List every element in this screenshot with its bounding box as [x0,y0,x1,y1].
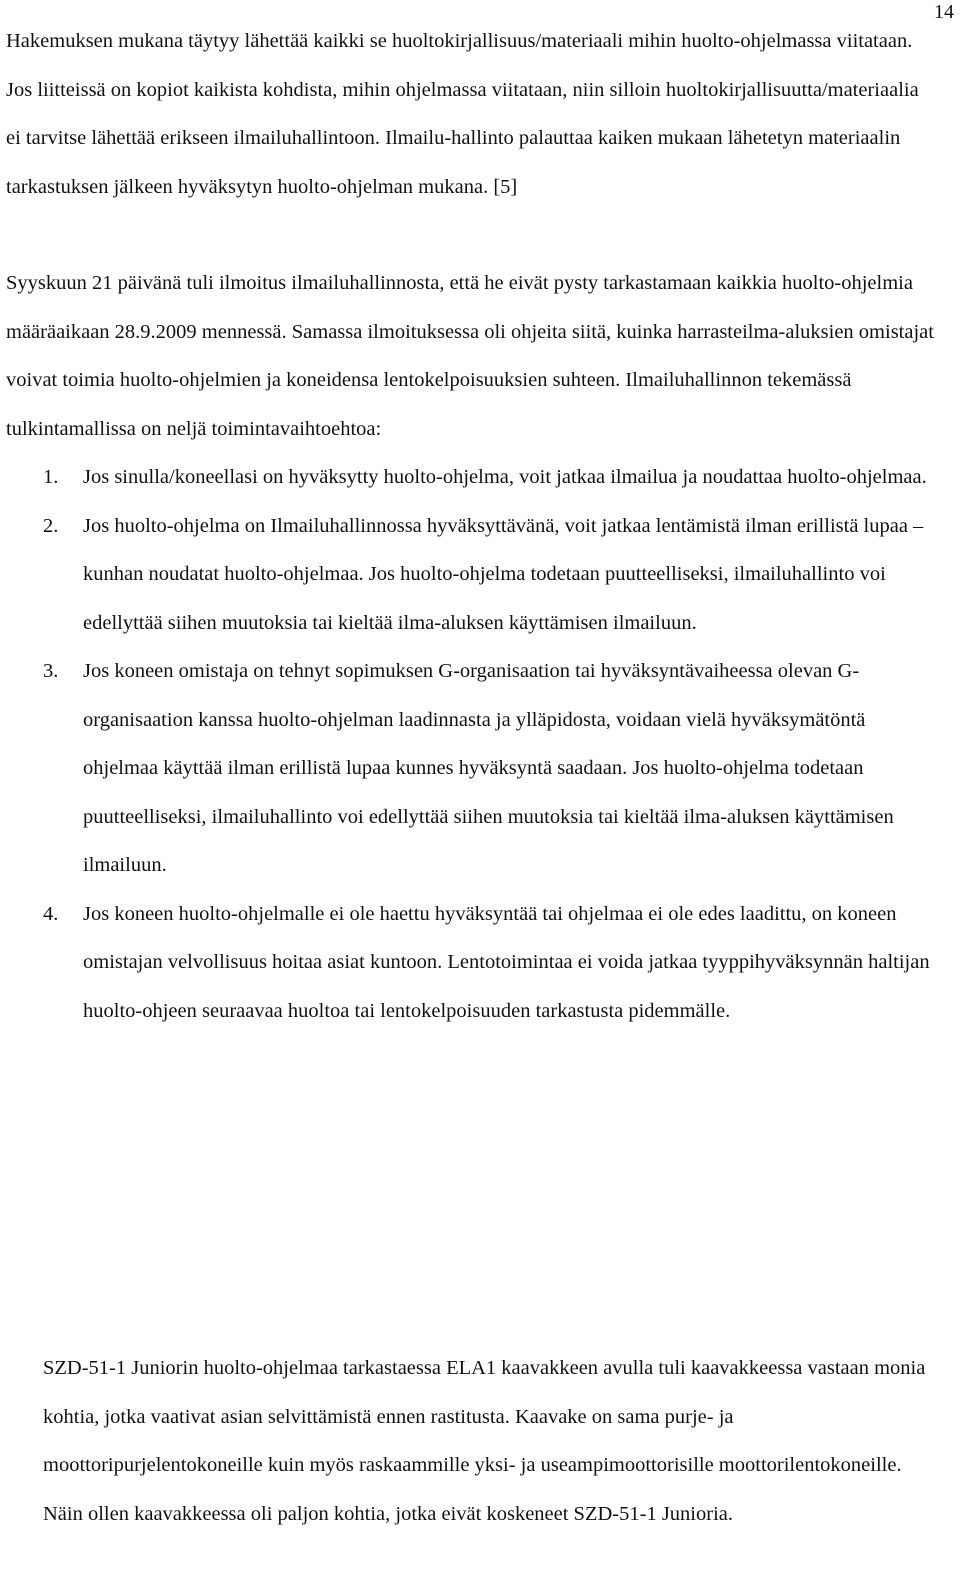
page-number: 14 [934,1,954,23]
list-item-number: 2. [43,514,59,537]
list-item-text: Jos huolto-ohjelma on Ilmailuhallinnossa hyväksyttävänä, voit jatkaa lentämistä ilman erillistä lupaa – kunhan noudatat huolto-ohjelmaa. Jos huolto-ohjelma todetaan puutteelliseksi, ilmailuhallinto voi edellyttää siihen muutoksia tai kieltää ilma-aluksen käyttämisen ilmailuun. [83,514,924,634]
list-item-text: Jos koneen huolto-ohjelmalle ei ole haettu hyväksyntää tai ohjelmaa ei ole edes laadittu, on koneen omistajan velvollisuus hoitaa asiat kuntoon. Lentotoimintaa ei voida jatkaa tyyppihyväksynnän haltijan huolto-ohjeen seuraavaa huoltoa tai lentokelpoisuuden tarkastusta pidemmälle. [83,902,930,1022]
list-item-text: Jos koneen omistaja on tehnyt sopimuksen G-organisaation tai hyväksyntävaiheessa olevan G-organisaation kanssa huolto-ohjelman laadinnasta ja ylläpidosta, voidaan vielä hyväksymätöntä ohjelmaa käyttää ilman erillistä lupaa kunnes hyväksyntä saadaan. Jos huolto-ohjelma todetaan puutteelliseksi, ilmailuhallinto voi edellyttää siihen muutoksia tai kieltää ilma-aluksen käyttämisen ilmailuun. [83,660,894,876]
paragraph-september-notice: Syyskuun 21 päivänä tuli ilmoitus ilmailuhallinnosta, että he eivät pysty tarkastamaan kaikkia huolto-ohjelmia määräaikaan 28.9.2009 mennessä. Samassa ilmoituksessa oli ohjeita siitä, kuinka harrasteilma-aluksien omistajat voivat toimia huolto-ohjelmien ja koneidensa lentokelpoisuuksien suhteen. Ilmailuhallinnon tekemässä tulkintamallissa on neljä toimintavaihtoehtoa: [6,272,934,440]
list-item [6,890,936,1036]
paragraph-szd-text: SZD-51-1 Juniorin huolto-ohjelmaa tarkastaessa ELA1 kaavakkeen avulla tuli kaavakkeessa vastaan monia kohtia, jotka vaativat asian selvittämistä ennen rastitusta. Kaavake on sama purje- ja moottoripurjelentokoneille kuin myös raskaammille yksi- ja useampimoottorisille moottorilentokoneille. Näin ollen kaavakkeessa oli paljon kohtia, jotka eivät koskeneet SZD-51-1 Junioria. [43,1357,926,1525]
list-item [6,453,936,502]
paragraph-szd-inspection [43,1344,933,1538]
document-body [6,17,936,1035]
options-list [6,453,936,1035]
paragraph-application-materials: Hakemuksen mukana täytyy lähettää kaikki se huoltokirjallisuus/materiaali mihin huolto-ohjelmassa viitataan. Jos liitteissä on kopiot kaikista kohdista, mihin ohjelmassa viitataan, niin silloin huoltokirjallisuutta/materiaalia ei tarvitse lähettää erikseen ilmailuhallintoon. Ilmailu-hallinto palauttaa kaiken mukaan lähetetyn materiaalin tarkastuksen jälkeen hyväksytyn huolto-ohjelman mukana. [5] [6,30,919,198]
list-item [6,502,936,648]
list-item-number: 1. [43,466,59,488]
list-item-number: 4. [43,902,59,925]
list-item-text: Jos sinulla/koneellasi on hyväksytty huolto-ohjelma, voit jatkaa ilmailua ja noudattaa huolto-ohjelmaa. [83,466,927,488]
list-item-number: 3. [43,660,59,682]
list-item [6,647,936,890]
